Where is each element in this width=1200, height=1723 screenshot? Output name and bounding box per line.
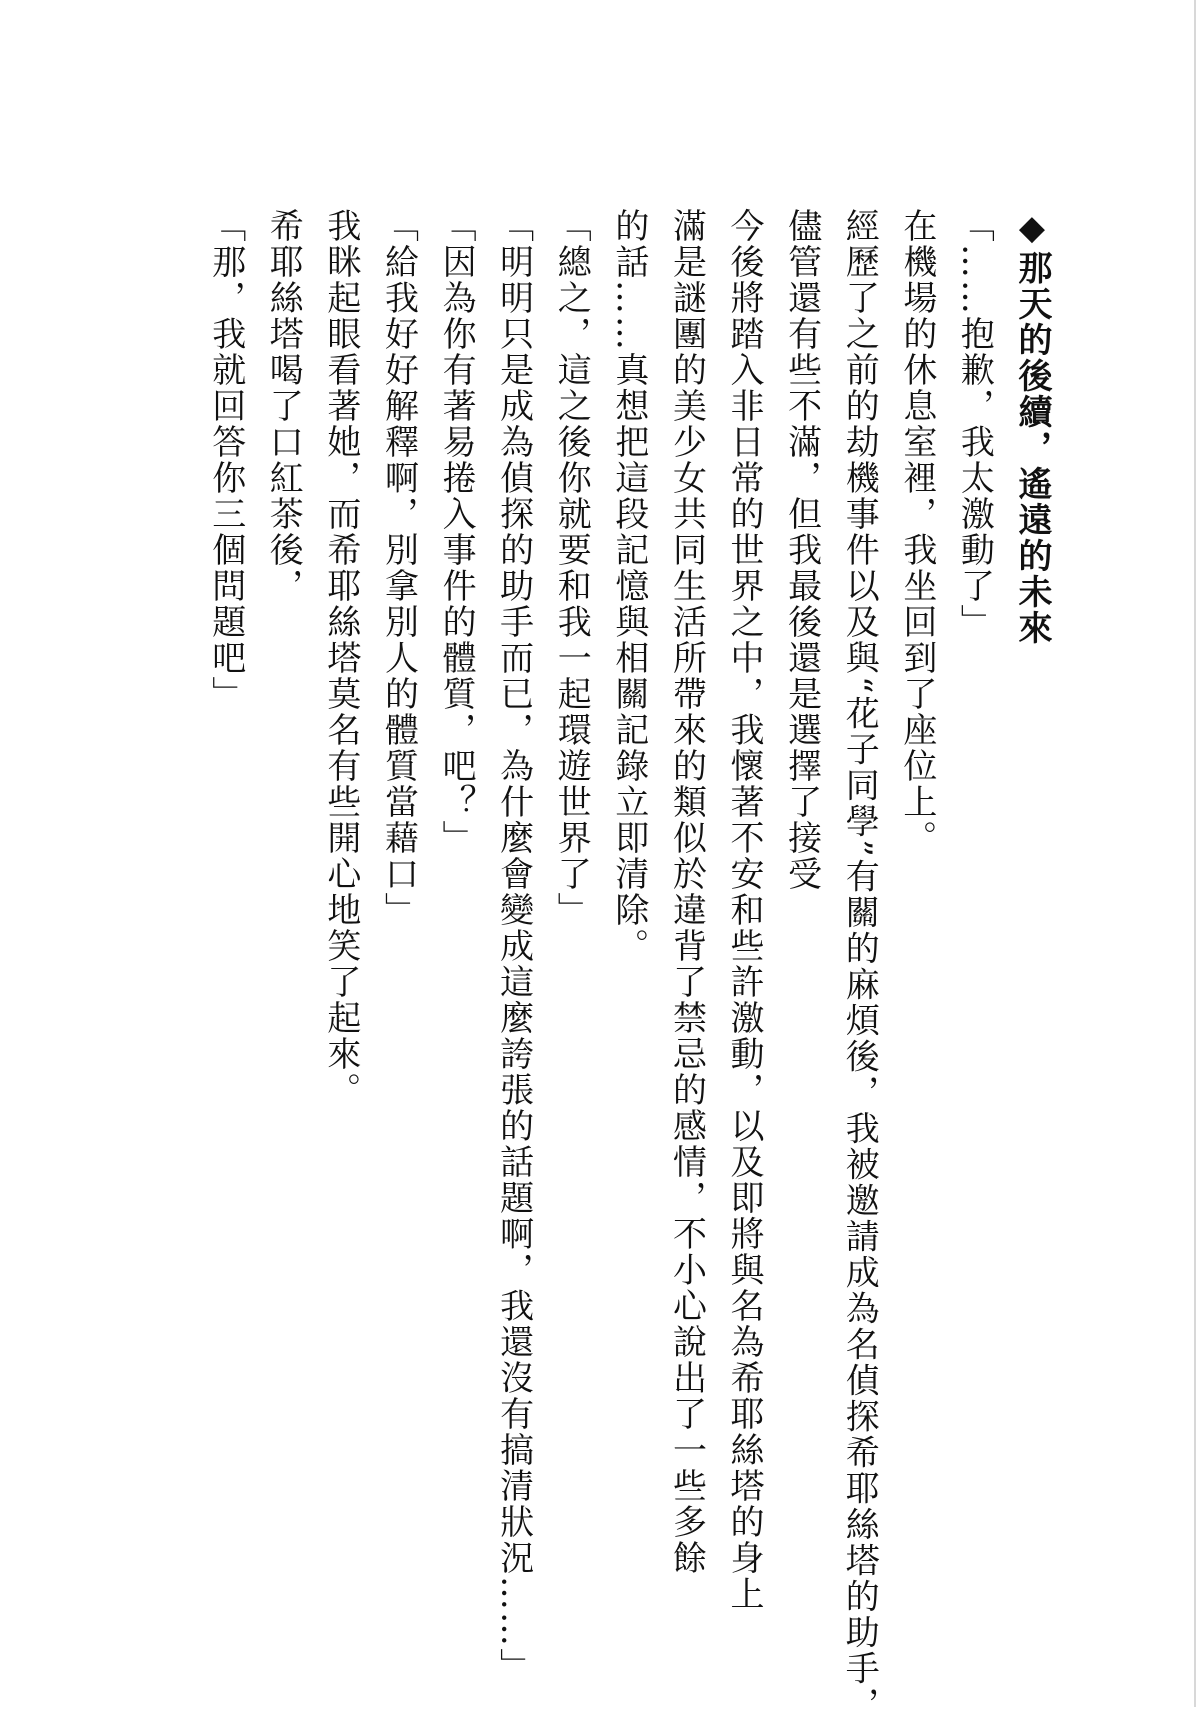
text-column: 「明明只是成為偵探的助手而已，為什麼會變成這麼誇張的話題啊，我還沒有搞清狀況……」 [493,208,534,1684]
vertical-text-body [196,208,1060,1723]
text-column: 今後將踏入非日常的世界之中，我懷著不安和些許激動，以及即將與名為希耶絲塔的身上 [724,208,765,1612]
text-column: 「那，我就回答你三個問題吧」 [205,208,246,712]
text-column: 希耶絲塔喝了口紅茶後， [263,208,304,604]
text-column: 「總之，這之後你就要和我一起環遊世界了」 [551,208,592,928]
text-column: 的話……真想把這段記憶與相關記錄立即清除。 [608,208,649,964]
text-column: 「給我好好解釋啊，別拿別人的體質當藉口」 [378,208,419,928]
text-column: 「……抱歉，我太激動了」 [954,208,995,640]
chapter-heading: ◆那天的後續，遙遠的未來 [1012,208,1052,646]
text-column: 我眯起眼看著她，而希耶絲塔莫名有些開心地笑了起來。 [320,208,361,1108]
text-column: 滿是謎團的美少女共同生活所帶來的類似於違背了禁忌的感情，不小心說出了一些多餘 [666,208,707,1576]
text-column: 經歷了之前的劫機事件以及與“花子同學”有關的麻煩後，我被邀請成為名偵探希耶絲塔的助手， [839,208,880,1723]
text-column: 在機場的休息室裡，我坐回到了座位上。 [896,208,937,856]
text-column: 「因為你有著易捲入事件的體質，吧？」 [436,208,477,856]
text-column: 儘管還有些不滿，但我最後還是選擇了接受 [781,208,822,892]
page-edge-divider [1194,0,1196,1707]
